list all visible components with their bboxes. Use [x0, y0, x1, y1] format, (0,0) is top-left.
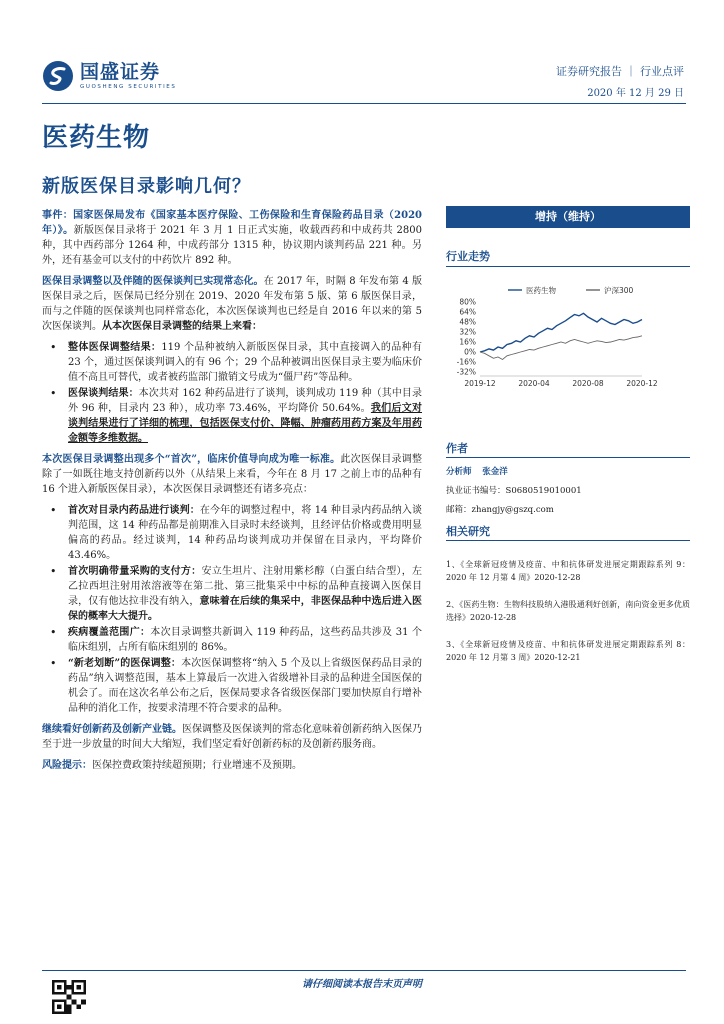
y-tick-label: 80% [459, 297, 476, 307]
related-research-list [446, 558, 690, 678]
innovation-paragraph [42, 722, 422, 752]
series-line-1 [480, 313, 642, 352]
brand-logo-icon [42, 60, 74, 92]
y-tick-label: 16% [459, 337, 476, 347]
firsts-label: 本次医保目录调整出现多个“首次”，临床价值导向成为唯一标准。 [42, 454, 341, 465]
normalization-text: 在 2017 年，时隔 8 年发布第 4 版医保目录之后，医保局已经分别在 2019、2020 年发布第 5 版、第 6 版医保目录，而与之伴随的医保谈判也同样常态化，本次医保谈判也已经是自 2016 年以来的第 5 次医保谈判。 [42, 276, 423, 332]
risk-text: 医保控费政策持续超预期；行业增速不及预期。 [92, 760, 302, 771]
bullet-text: 本次医保调整将“纳入 5 个及以上省级医保药品目录的药品”纳入调整范围，基本上算最后一次进入省级增补目录的品种进全国医保的机会了。而在这次名单公布之后，医保局要求各省级医保部门要加快原自行增补品种的消化工作，按要求清理不符合要求的品种。 [68, 658, 422, 714]
event-text: 新版医保目录将于 2021 年 3 月 1 日正式实施，收载西药和中成药共 2800 种，其中西药部分 1264 种，中成药部分 1315 种，协议期内谈判药品 221 种。另外，还有基金可以支付的中药饮片 892 种。 [42, 225, 423, 266]
list-item [42, 564, 422, 624]
list-item [42, 625, 422, 655]
x-tick-label: 2020-12 [626, 379, 658, 388]
license-line [446, 484, 582, 496]
highlight-bullets [42, 503, 422, 716]
innovation-text: 医保调整及医保谈判的常态化意味着创新药纳入医保乃至于进一步放量的时间大大缩短，我们坚定看好创新药标的及创新药服务商。 [42, 724, 422, 750]
industry-trend-chart [446, 280, 690, 390]
result-bullets [42, 340, 422, 446]
bullet-text: 本次共对 162 种药品进行了谈判，谈判成功 119 种（其中目录外 96 种，目录内 23 种），成功率 73.46%，平均降价 50.64%。 [68, 388, 423, 414]
license-label: 执业证书编号： [446, 486, 506, 496]
list-item[interactable]: 3、《全球新冠疫情及疫苗、中和抗体研发进展定期跟踪系列 8：2020 年 12 月第 3 周》2020-12-21 [446, 640, 690, 662]
firsts-paragraph [42, 452, 422, 497]
analyst-name: 张金洋 [482, 467, 508, 477]
brand-logo [42, 54, 212, 98]
list-item [42, 386, 422, 446]
y-tick-label: 0% [464, 347, 476, 357]
email-label: 邮箱： [446, 505, 472, 515]
footer-disclaimer: 请仔细阅读本报告末页声明 [302, 979, 422, 990]
risk-label: 风险提示： [42, 760, 92, 771]
bullet-text: 在今年的调整过程中，将 14 种目录内药品纳入谈判范围，这 14 种药品都是前期准入目录时未经谈判，且经评估价格或费用明显偏高的药品。经过谈判，14 种药品均谈判成功并保留在目录内，平均降价 43.46%。 [68, 505, 423, 561]
analyst-role: 分析师 [446, 467, 472, 477]
bullet-label: 疾病覆盖范围广： [68, 627, 151, 638]
legend-label: 沪深300 [604, 286, 634, 295]
trend-divider [446, 266, 690, 267]
x-tick-label: 2020-04 [518, 379, 550, 388]
header-divider [42, 103, 686, 104]
report-headline: 新版医保目录影响几何？ [42, 176, 251, 197]
y-tick-label: 48% [459, 317, 476, 327]
y-tick-label: -16% [456, 357, 476, 367]
list-item [42, 656, 422, 716]
bullet-label: 首次明确带量采购的支付方： [68, 566, 202, 577]
main-body [42, 208, 422, 779]
report-type: 证券研究报告 ｜ 行业点评 [556, 65, 684, 78]
x-tick-label: 2020-08 [572, 379, 604, 388]
bullet-text: 安立生坦片、注射用紫杉醇（白蛋白结合型），左乙拉西坦注射用浓溶液等在第二批、第三批集采中中标的品种直接调入医保目录，仅有他达拉非没有纳入， [68, 566, 423, 607]
y-tick-label: 64% [459, 307, 476, 317]
bullet-label: 首次对目录内药品进行谈判： [68, 505, 200, 516]
research-divider [446, 540, 690, 541]
trend-title: 行业走势 [446, 250, 490, 263]
bullet-label: 整体医保调整结果： [68, 342, 162, 353]
authors-title: 作者 [446, 442, 468, 455]
report-date: 2020 年 12 月 29 日 [587, 88, 684, 99]
bullet-tail: 意味着在后续的集采中，非医保品种中选后进入医保的概率大大提升。 [68, 596, 423, 622]
list-item[interactable]: 1、《全球新冠疫情及疫苗、中和抗体研发进展定期跟踪系列 9：2020 年 12 月第 4 周》2020-12-28 [446, 560, 690, 582]
list-item[interactable]: 2、《医药生物：生物科技股纳入港股通利好创新，南向资金更多优质选择》2020-12-28 [446, 600, 690, 622]
list-item [42, 340, 422, 385]
event-label: 事件：国家医保局发布《国家基本医疗保险、工伤保险和生育保险药品目录（2020 年）》。 [42, 210, 422, 236]
event-paragraph [42, 208, 422, 268]
email-line [446, 503, 554, 515]
email-address[interactable]: zhangjy@gszq.com [471, 505, 554, 515]
industry-title: 医药生物 [42, 123, 151, 153]
rating-badge: 增持（维持） [446, 206, 690, 228]
y-tick-label: 32% [459, 327, 476, 337]
brand-name-cn: 国盛证券 [80, 61, 161, 83]
analyst-line [446, 465, 508, 477]
firsts-text: 此次医保目录调整除了一如既往地支持创新药以外（从结果上来看，今年在 8 月 17 之前上市的品种有 16 个进入新版医保目录），本次医保目录调整还有诸多亮点： [42, 454, 422, 495]
risk-paragraph [42, 758, 422, 773]
bullet-label: 医保谈判结果： [68, 388, 139, 399]
bullet-tail: 我们后文对谈判结果进行了详细的梳理，包括医保支付价、降幅、肿瘤药用药方案及年用药金额等多维数据。 [68, 403, 423, 444]
innovation-label: 继续看好创新药及创新产业链。 [42, 724, 182, 735]
research-title: 相关研究 [446, 525, 490, 538]
list-item [42, 503, 422, 563]
normalization-tail: 从本次医保目录调整的结果上来看： [102, 321, 262, 332]
bullet-text: 本次目录调整共新调入 119 种药品，这些药品共涉及 31 个临床组别，占所有临床组别的 86%。 [68, 627, 422, 653]
authors-divider [446, 457, 690, 458]
normalization-label: 医保目录调整以及伴随的医保谈判已实现常态化。 [42, 276, 264, 287]
normalization-paragraph [42, 274, 422, 334]
brand-name-en: GUOSHENG SECURITIES [80, 84, 177, 90]
license-number: S0680519010001 [505, 486, 582, 496]
x-tick-label: 2019-12 [464, 379, 496, 388]
bullet-label: “新老划断”的医保调整： [68, 658, 182, 669]
footer-divider [42, 970, 686, 971]
y-tick-label: -32% [456, 367, 476, 377]
legend-label: 医药生物 [526, 286, 556, 295]
bullet-text: 119 个品种被纳入新版医保目录，其中直接调入的品种有 23 个，通过医保谈判调入的有 96 个；29 个品种被调出医保目录主要为临床价值不高且可替代，或者被药监部门撤销文号成为“僵尸药”等品种。 [68, 342, 423, 383]
